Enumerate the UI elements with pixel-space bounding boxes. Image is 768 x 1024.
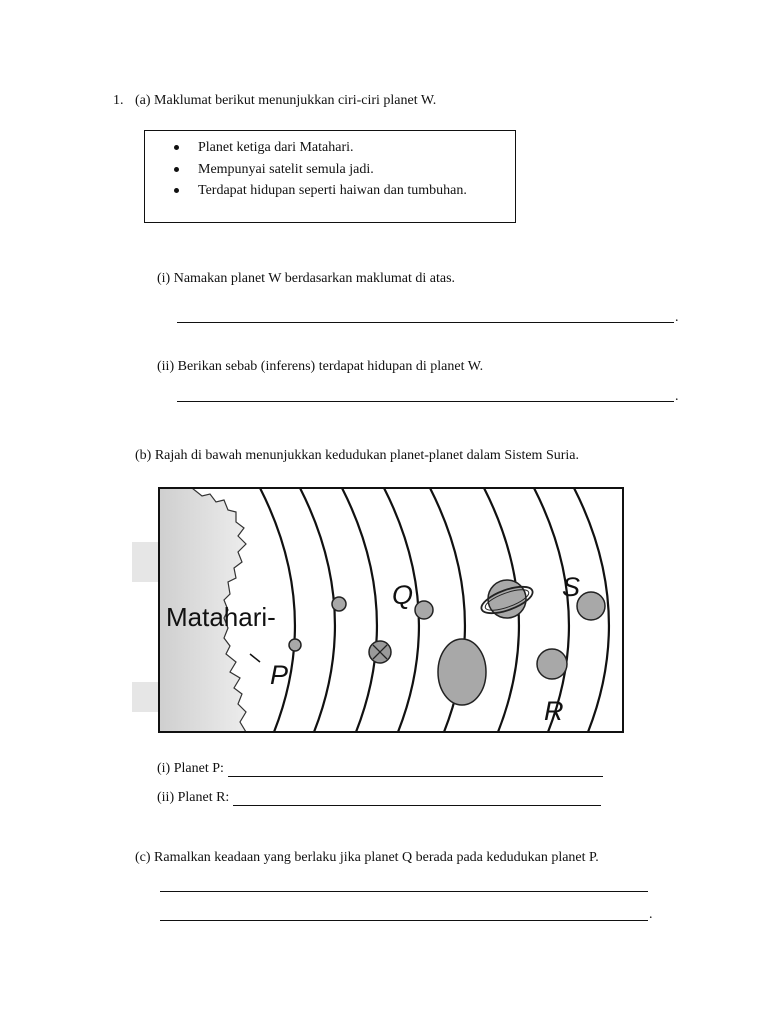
info-list bbox=[173, 137, 467, 202]
info-bullet: Planet ketiga dari Matahari. bbox=[173, 137, 467, 159]
line-period: . bbox=[675, 389, 679, 404]
planet-mercury bbox=[289, 639, 301, 651]
part-a-intro: (a) Maklumat berikut menunjukkan ciri-ciri planet W. bbox=[135, 93, 437, 108]
planet-label-p: P bbox=[270, 660, 289, 690]
fill-planet-p bbox=[157, 761, 603, 777]
solar-system-diagram bbox=[132, 482, 626, 738]
line-period: . bbox=[649, 907, 653, 922]
fill-planet-r bbox=[157, 790, 601, 806]
planet-uranus bbox=[537, 649, 567, 679]
planet-jupiter bbox=[438, 639, 486, 705]
fill-label-r: (ii) Planet R: bbox=[157, 790, 230, 805]
part-c-intro: (c) Ramalkan keadaan yang berlaku jika planet Q berada pada kedudukan planet P. bbox=[135, 850, 599, 865]
sun-label: Matahari- bbox=[166, 602, 276, 632]
info-bullet: Terdapat hidupan seperti haiwan dan tumbuhan. bbox=[173, 180, 467, 202]
question-number: 1. bbox=[113, 93, 124, 108]
part-b-intro: (b) Rajah di bawah menunjukkan kedudukan planet-planet dalam Sistem Suria. bbox=[135, 448, 579, 463]
planet-mars bbox=[415, 601, 433, 619]
answer-line-b-i[interactable] bbox=[228, 762, 603, 777]
planet-venus bbox=[332, 597, 346, 611]
answer-line-c-2[interactable] bbox=[160, 920, 648, 921]
part-a-ii: (ii) Berikan sebab (inferens) terdapat hidupan di planet W. bbox=[157, 359, 484, 374]
planet-label-r: R bbox=[544, 696, 564, 726]
fill-label-p: (i) Planet P: bbox=[157, 761, 224, 776]
answer-line-b-ii[interactable] bbox=[233, 791, 601, 806]
answer-line-a-i[interactable] bbox=[177, 322, 674, 323]
answer-line-c-1[interactable] bbox=[160, 891, 648, 892]
planet-label-q: Q bbox=[392, 580, 414, 610]
planet-neptune bbox=[577, 592, 605, 620]
part-a-i: (i) Namakan planet W berdasarkan maklumat di atas. bbox=[157, 271, 456, 286]
info-bullet: Mempunyai satelit semula jadi. bbox=[173, 159, 467, 181]
line-period: . bbox=[675, 310, 679, 325]
info-box bbox=[144, 130, 516, 223]
answer-line-a-ii[interactable] bbox=[177, 401, 674, 402]
planet-label-s: S bbox=[562, 572, 581, 602]
